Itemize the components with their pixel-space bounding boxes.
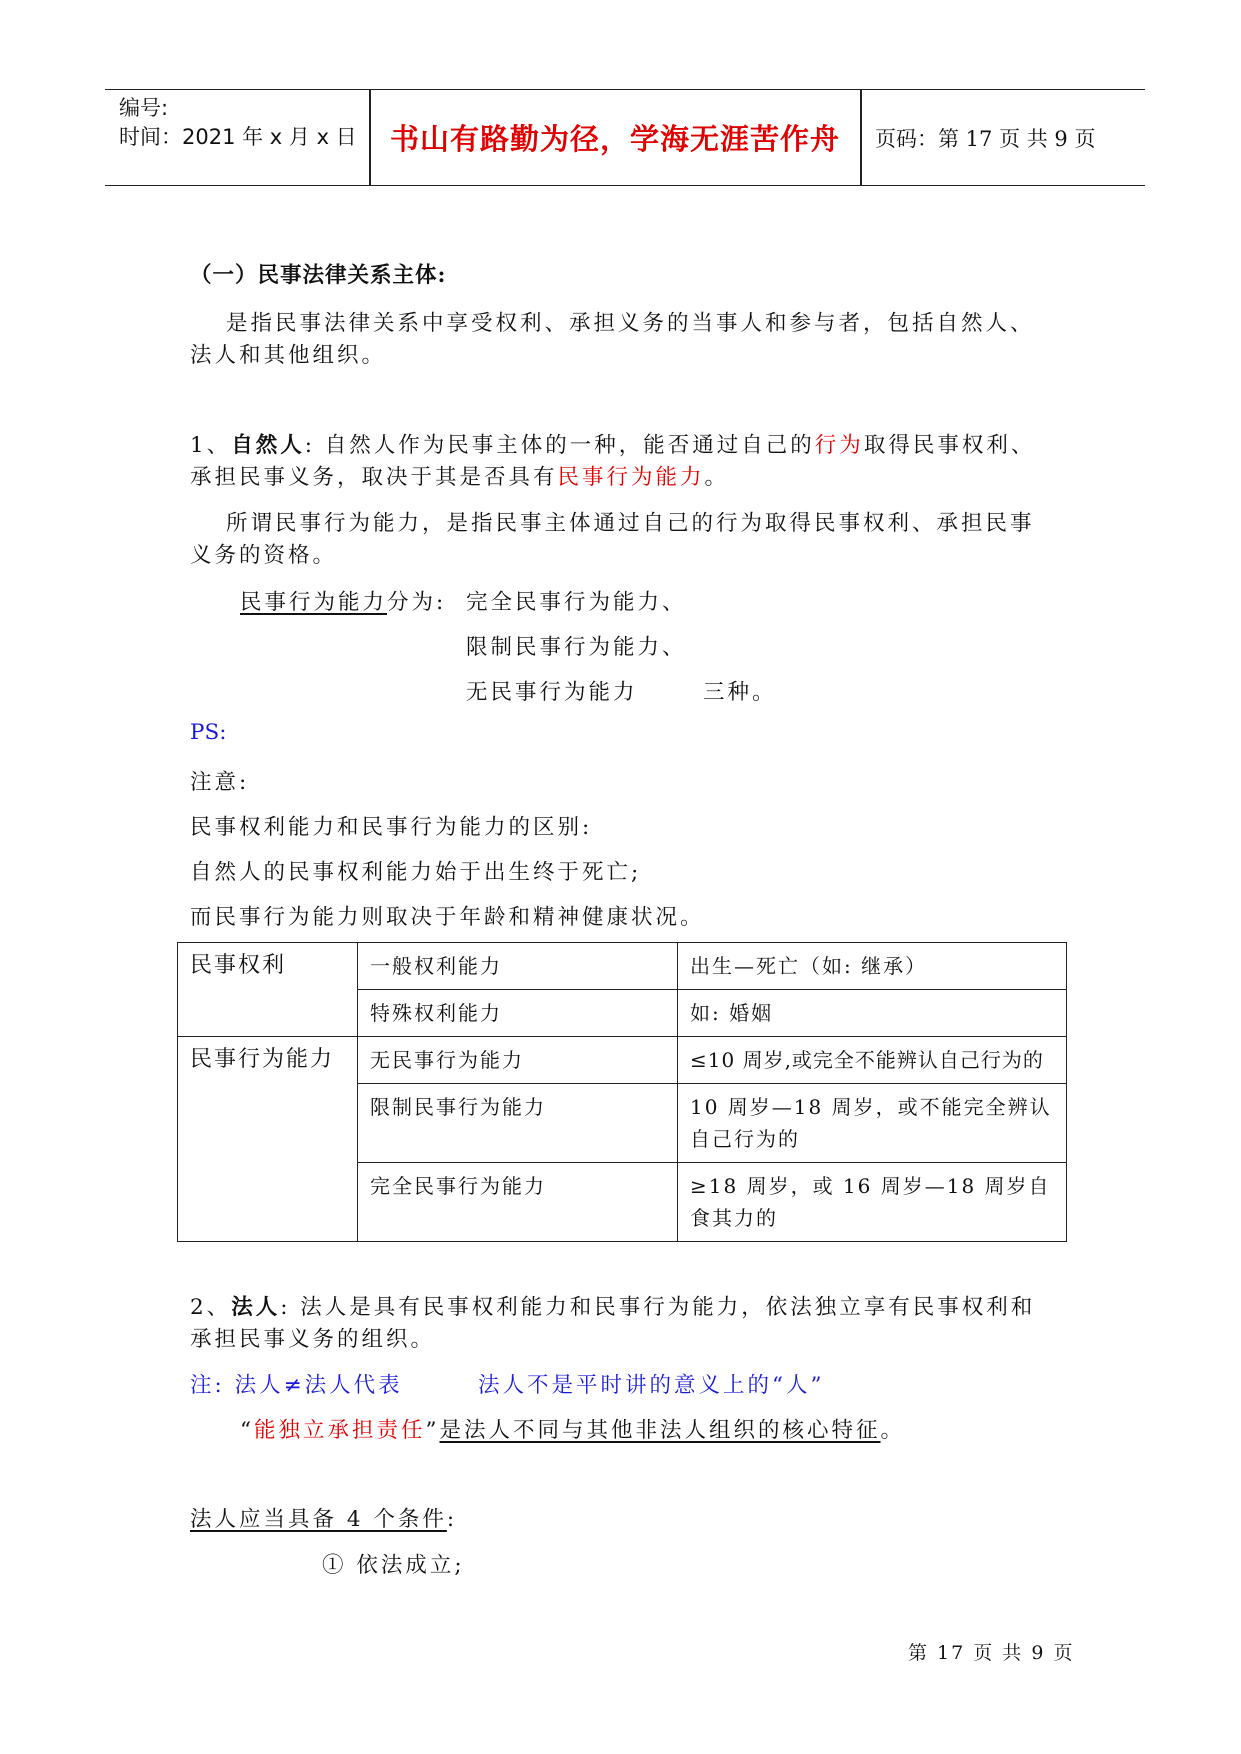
table-row (178, 943, 1067, 990)
core-feature-line (240, 1413, 905, 1444)
term-natural-person: 自然人 (231, 433, 305, 458)
table-cell-name: 特殊权利能力 (358, 990, 678, 1037)
header-left (119, 94, 357, 152)
legal-person-line-2: 承担民事义务的组织。 (190, 1327, 436, 1352)
table-cell-name: 完全民事行为能力 (358, 1163, 678, 1242)
table-cell-name: 一般权利能力 (358, 943, 678, 990)
legal-person-note-a: 注: 法人≠法人代表 (190, 1373, 403, 1398)
table-cell-desc: 出生—死亡（如: 继承） (678, 943, 1067, 990)
highlight-independent-liability: 能独立承担责任 (254, 1418, 426, 1443)
ps-label: PS: (190, 720, 227, 745)
term-legal-person: 法人 (231, 1295, 281, 1320)
text: ” (425, 1418, 440, 1443)
table-cell-name: 无民事行为能力 (358, 1037, 678, 1084)
capacity-type-2: 限制民事行为能力、 (466, 635, 687, 660)
table-cell-desc: ≥18 周岁，或 16 周岁—18 周岁自食其力的 (678, 1163, 1067, 1242)
highlight-behavior: 行为 (814, 433, 864, 458)
text: “ (240, 1418, 254, 1443)
capacity-table (177, 942, 1067, 1242)
note-label: 注意: (190, 770, 250, 795)
capacity-label-cell: 民事行为能力 (178, 1037, 358, 1242)
text: : 法人是具有民事权利能力和民事行为能力，依法独立享有民事权利和 (280, 1295, 1036, 1320)
section-title: （一）民事法律关系主体: (190, 263, 447, 288)
page-header (105, 89, 1145, 186)
classification-rest: 分为: (387, 590, 447, 615)
intro-line-2: 法人和其他组织。 (190, 343, 387, 368)
capacity-type-count: 三种。 (703, 680, 777, 705)
legal-person-note-b: 法人不是平时讲的意义上的“人” (478, 1373, 825, 1398)
legal-person-line-1 (190, 1290, 1035, 1321)
page-footer: 第 17 页 共 9 页 (908, 1642, 1075, 1664)
text: : 自然人作为民事主体的一种，能否通过自己的 (304, 433, 815, 458)
core-feature-underlined: 是法人不同与其他非法人组织的核心特征 (439, 1418, 881, 1443)
classification-line (240, 585, 446, 616)
difference-line-1: 自然人的民事权利能力始于出生终于死亡; (190, 860, 642, 885)
capacity-type-1: 完全民事行为能力、 (466, 590, 687, 615)
header-page-label: 页码：第 17 页 共 9 页 (875, 126, 1096, 151)
condition-1: ① 依法成立; (322, 1553, 465, 1578)
capacity-type-3: 无民事行为能力 (466, 680, 638, 705)
definition-line-1: 所谓民事行为能力，是指民事主体通过自己的行为取得民事权利、承担民事 (226, 511, 1035, 536)
natural-person-line-1 (190, 428, 1035, 459)
table-cell-name: 限制民事行为能力 (358, 1084, 678, 1163)
table-cell-desc: 10 周岁—18 周岁，或不能完全辨认自己行为的 (678, 1084, 1067, 1163)
header-time-label: 时间：2021 年 x 月 x 日 (119, 125, 357, 149)
rights-label-cell: 民事权利 (178, 943, 358, 1037)
conditions-title: 法人应当具备 4 个条件 (190, 1507, 447, 1532)
conditions-title-line (190, 1502, 457, 1533)
difference-line-2: 而民事行为能力则取决于年龄和精神健康状况。 (190, 905, 705, 930)
header-motto: 书山有路勤为径，学海无涯苦作舟 (389, 122, 840, 156)
text: 取得民事权利、 (863, 433, 1036, 458)
intro-line-1: 是指民事法律关系中享受权利、承担义务的当事人和参与者，包括自然人、 (226, 311, 1035, 336)
difference-title: 民事权利能力和民事行为能力的区别: (190, 815, 593, 840)
text: 。 (880, 1418, 906, 1443)
header-divider (860, 90, 862, 185)
definition-line-2: 义务的资格。 (190, 543, 338, 568)
highlight-capacity: 民事行为能力 (557, 465, 705, 490)
table-cell-desc: 如: 婚姻 (678, 990, 1067, 1037)
header-number-label: 编号: (119, 96, 169, 120)
text: : (446, 1507, 458, 1532)
item-number: 2、 (190, 1295, 232, 1320)
text: 。 (704, 465, 730, 490)
natural-person-line-2 (190, 460, 729, 491)
table-row (178, 1037, 1067, 1084)
text: 承担民事义务，取决于其是否具有 (190, 465, 558, 490)
table-cell-desc: ≤10 周岁,或完全不能辨认自己行为的 (678, 1037, 1067, 1084)
classification-term: 民事行为能力 (240, 590, 388, 615)
item-number: 1、 (190, 433, 232, 458)
